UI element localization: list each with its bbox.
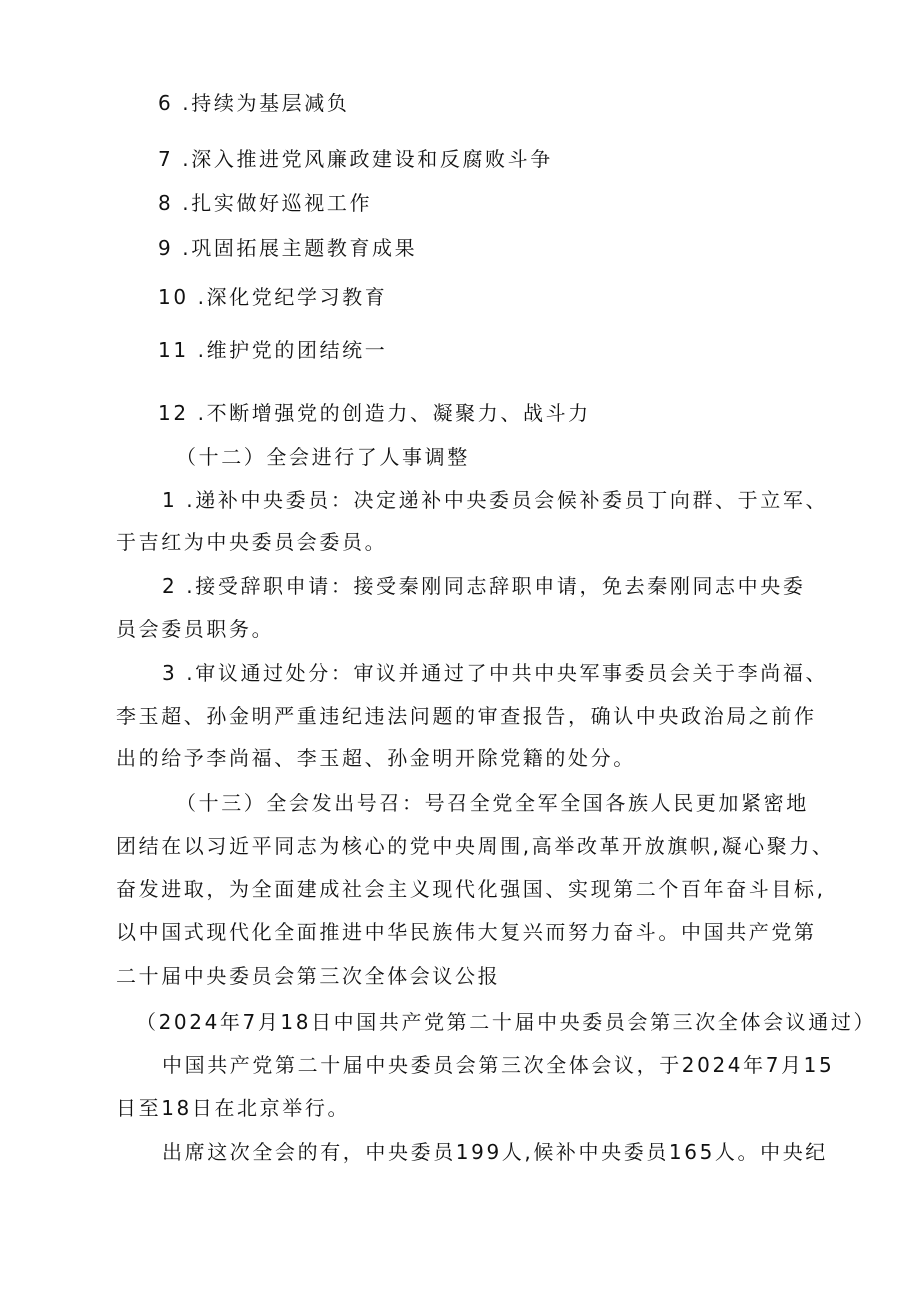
list-item-6: 6 .持续为基层减负 <box>158 91 350 115</box>
list-item-11: 11 .维护党的团结统一 <box>158 338 388 362</box>
paragraph-line: 李玉超、孙金明严重违纪违法问题的审查报告，确认中央政治局之前作 <box>116 704 817 728</box>
paragraph-line: 员会委员职务。 <box>116 617 275 641</box>
paragraph-line: 中国共产党第二十届中央委员会第三次全体会议，于2024年7月15 <box>162 1053 835 1077</box>
list-item-9: 9 .巩固拓展主题教育成果 <box>158 236 418 260</box>
paragraph-line: 出席这次全会的有，中央委员199人,候补中央委员165人。中央纪 <box>162 1140 828 1164</box>
list-item-7: 7 .深入推进党风廉政建设和反腐败斗争 <box>158 147 553 171</box>
list-item-12: 12 .不断增强党的创造力、凝聚力、战斗力 <box>158 401 591 425</box>
paragraph-line: 团结在以习近平同志为核心的党中央周围,高举改革开放旗帜,凝心聚力、 <box>116 834 835 858</box>
section-heading-12: （十二）全会进行了人事调整 <box>176 445 470 469</box>
paragraph-line: 出的给予李尚福、李玉超、孙金明开除党籍的处分。 <box>116 746 636 770</box>
paragraph-line: 1 .递补中央委员：决定递补中央委员会候补委员丁向群、于立军、 <box>162 488 829 512</box>
paragraph-line: 日至18日在北京举行。 <box>116 1096 351 1120</box>
paragraph-line: 以中国式现代化全面推进中华民族伟大复兴而努力奋斗。中国共产党第 <box>116 920 817 944</box>
document-subtitle: （2024年7月18日中国共产党第二十届中央委员会第三次全体会议通过） <box>136 1010 877 1034</box>
paragraph-line: 3 .审议通过处分：审议并通过了中共中央军事委员会关于李尚福、 <box>162 661 829 685</box>
paragraph-line: 2 .接受辞职申请：接受秦刚同志辞职申请，免去秦刚同志中央委 <box>162 574 806 598</box>
list-item-10: 10 .深化党纪学习教育 <box>158 285 388 309</box>
list-item-8: 8 .扎实做好巡视工作 <box>158 191 373 215</box>
paragraph-line: 于吉红为中央委员会委员。 <box>116 530 388 554</box>
paragraph-line: 奋发进取，为全面建成社会主义现代化强国、实现第二个百年奋斗目标, <box>116 877 826 901</box>
document-title: 二十届中央委员会第三次全体会议公报 <box>116 964 501 988</box>
paragraph-line: （十三）全会发出号召：号召全党全军全国各族人民更加紧密地 <box>176 791 809 815</box>
